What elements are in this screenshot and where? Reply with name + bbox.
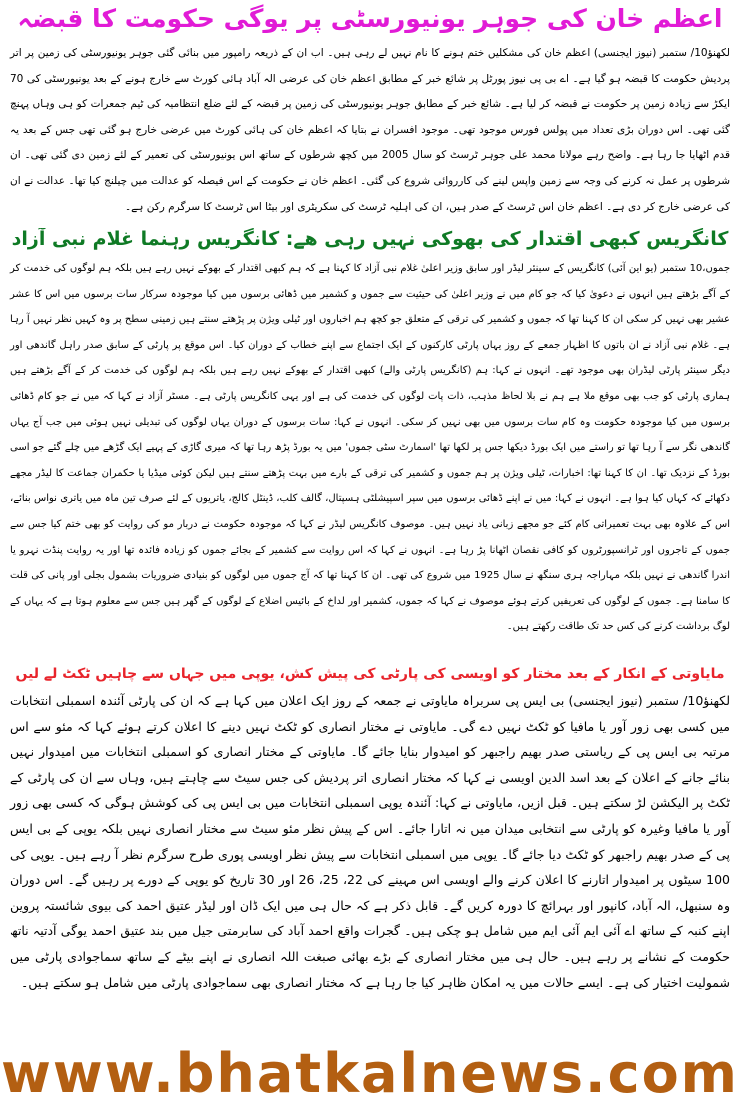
article-body-ghulam-nabi-azad: جموں،10 ستمبر (یو این آئی) کانگریس کے سینئر لیڈر اور سابق وزیر اعلیٰ غلام نبی آزاد کا کہنا ہے کہ ہم کبھی اقتدار کے بھوکے نہیں رہے ہیں بلکہ ہم لوگوں کی خدمت کر کے آگے بڑھتے ہیں انہوں نے دعویٰ کیا کہ جو کام میں نے وزیر اعلیٰ کی حیثیت سے جموں و کشمیر میں ڈھائی برسوں میں کیا موجودہ سرکار سات برسوں میں اس کا عشر عشیر بھی نہیں کر سکی ان کا کہنا تھا کہ جموں و کشمیر کی ترقی کے متعلق جو کچھ ہم اخباروں اور ٹیلی ویژن پر پڑھتے سنتے ہیں زمینی سطح پر وہ کہیں نظر نہیں آ رہا ہے۔ غلام نبی آزاد نے ان باتوں کا اظہار جمعے کے روز یہاں پارٹی کارکنوں کے ایک اجتماع سے اپنے خطاب کے دوران کیا۔ اس موقع پر پارٹی کے سابق صدر راہل گاندھی اور دیگر سینئر پارٹی لیڈران بھی موجود تھے۔ انہوں نے کہا: ہم (کانگریس پارٹی والے) کبھی اقتدار کے بھوکے نہیں رہے ہیں بلکہ ہم لوگوں کی خدمت کر کے آگے بڑھتے ہیں ہماری پارٹی کو جب بھی موقع ملا ہے ہم نے بلا لحاظ مذہب، ذات پات لوگوں کی خدمت کی ہے اور یہی کانگریس پارٹی ہے۔ مسٹر آزاد نے کہا کہ میں نے جو کام ڈھائی برسوں میں کیا موجودہ حکومت وہ کام سات برسوں میں بھی نہیں کر سکی۔ انہوں نے کہا: سات برسوں کے دوران یہاں لوگوں کی تبدیلی نہیں ہوئی میں جب آج یہاں گاندھی نگر سے آ رہا تھا تو راستے میں ایک بورڈ دیکھا جس پر لکھا تھا 'اسمارٹ سٹی جموں' میں یہ بورڈ پڑھ رہا تھا کہ میری گاڑی کے پہیے ایک گڑھے میں چلے گئے جو اسی بورڈ کے نزدیک تھا۔ ان کا کہنا تھا: اخبارات، ٹیلی ویژن پر ہم جموں و کشمیر کی ترقی کے بارے میں بہت پڑھتے سنتے ہیں لیکن کوئی میڈیا یا حکمران جماعت کا لیڈر مجھے دکھائے کہ کہاں کیا ہوا ہے۔ انہوں نے کہا: میں نے اپنے ڈھائی برسوں میں سپر اسپیشلٹی ہسپتال، گالف کلب، ڈینٹل کالج، یاتریوں کے لئے صرف تین ماہ میں یاتری نواس بنائے، اس کے علاوہ بھی بہت تعمیراتی کام کئے جو مجھے زبانی یاد نہیں ہیں۔ موصوف کانگریس لیڈر نے کہا کہ موجودہ حکومت نے دربار مو کی روایت کو بھی ختم کیا جس سے جموں کے تاجروں اور ٹرانسپورٹروں کو کافی نقصان اٹھانا پڑ رہا ہے۔ انہوں نے کہا کہ اس روایت سے کشمیر کے بجائے جموں کو زیادہ فائدہ تھا اور یہ روایت پنڈت نہرو یا اندرا گاندھی نے نہیں بلکہ مہاراجہ ہری سنگھ نے سال 1925 میں شروع کی تھی۔ ان کا کہنا تھا کہ آج جموں میں لوگوں کو بنیادی ضروریات بشمول بجلی اور پانی کی قلت کا سامنا ہے۔ جموں کے لوگوں کی تعریفیں کرتے ہوئے موصوف نے کہا کہ جموں، کشمیر اور لداخ کے بائیس اضلاع کے لوگوں کے گھر ہیں جس سے معلوم ہوتا ہے کہ یہاں کے لوگ برداشت کرنے کی کس حد تک طاقت رکھتے ہیں۔ — [10, 263, 730, 633]
article-body-mayawati-owaisi: لکھنؤ10/ ستمبر (نیوز ایجنسی) بی ایس پی سربراہ مایاوتی نے جمعہ کے روز ایک اعلان میں کہا ہے کہ ان کی پارٹی آئندہ اسمبلی انتخابات میں کسی بھی زور آور یا مافیا کو ٹکٹ نہیں دے گی۔ مایاوتی نے مختار انصاری کو ٹکٹ نہیں دینے کا اعلان کرتے ہوئے کہا کہ مئو سے اس مرتبہ بی ایس پی کے ریاستی صدر بھیم راجبھر کو امیدوار بنایا جائے گا۔ مایاوتی کے مختار انصاری کو اسمبلی انتخابات میں امیدوار نہیں بنائے جانے کے اعلان کے بعد اسد الدین اویسی نے کہا کہ مختار انصاری اتر پردیش کی جس سیٹ سے چاہتے ہیں، وہاں سے ان کی پارٹی کے ٹکٹ پر الیکشن لڑ سکتے ہیں۔ قبل ازیں، مایاوتی نے کہا: آئندہ یوپی اسمبلی انتخابات میں بی ایس پی کی کوشش ہوگی کہ کسی بھی زور آور یا مافیا وغیرہ کو پارٹی سے انتخابی میدان میں نہ اتارا جائے۔ اس کے پیش نظر مئو سیٹ سے مختار انصاری نہیں بلکہ یوپی کے بی ایس پی کے صدر بھیم راجبھر کو ٹکٹ دیا جائے گا۔ یوپی میں اسمبلی انتخابات سے پیش نظر اویسی پوری طرح سرگرم نظر آ رہے ہیں۔ یوپی کی 100 سیٹوں پر امیدوار اتارنے کا اعلان کرنے والے اویسی اس مہینے کی 22، 25، 26 اور 30 تاریخ کو یوپی کے دورے پر رہیں گے۔ اس دوران وہ سنبھل، الہ آباد، کانپور اور بہرائچ کا دورہ کریں گے۔ قابل ذکر ہے کہ حال ہی میں ایک ڈان اور لیڈر عتیق احمد کی بیوی شائستہ پروین اپنے کنبہ کے ساتھ اے آئی ایم آئی ایم میں شامل ہو چکی ہیں۔ گجرات واقع احمد آباد کی سابرمتی جیل میں بند عتیق احمد یوگی آدتیہ ناتھ حکومت کے نشانے پر رہے ہیں۔ حال ہی میں مختار انصاری کے بڑے بھائی صبغت اللہ انصاری نے اپنے بیٹے کے ساتھ سماجوادی پارٹی میں شمولیت اختیار کی ہے۔ ایسے حالات میں یہ امکان ظاہر کیا جا رہا ہے کہ مختار انصاری بھی سماجوادی پارٹی میں شامل ہو سکتے ہیں۔ — [10, 693, 730, 990]
headline-mayawati-owaisi: مایاوتی کے انکار کے بعد مختار کو اویسی کی پارٹی کی پیش کش، یوپی میں جہاں سے چاہیں ٹکٹ لے لیں — [15, 666, 725, 682]
headline-azam-khan: اعظم خان کی جوہر یونیورسٹی پر یوگی حکومت کا قبضہ — [17, 4, 723, 33]
article-mayawati-owaisi — [10, 666, 730, 995]
site-footer — [0, 1040, 740, 1108]
article-ghulam-nabi-azad — [10, 228, 730, 640]
headline-ghulam-nabi-azad: کانگریس کبھی اقتدار کی بھوکی نہیں رہی ھے: کانگریس رہنما غلام نبی آزاد — [11, 228, 729, 250]
article-body-azam-khan: لکھنؤ10/ ستمبر (نیوز ایجنسی) اعظم خان کی مشکلیں ختم ہونے کا نام نہیں لے رہی ہیں۔ اب ان کے ذریعہ رامپور میں بنائی گئی جوہر یونیورسٹی کی زمین پر اتر پردیش حکومت کا قبضہ ہو گیا ہے۔ اے بی پی نیوز پورٹل پر شائع خبر کے مطابق اعظم خان کی عرضی الہ آباد ہائی کورٹ سے خارج ہونے کے بعد یونیورسٹی کی 70 ایکڑ سے زیادہ زمین پر حکومت نے قبضہ کر لیا ہے۔ شائع خبر کے مطابق جوہر یونیورسٹی کی زمین پر قبضہ کے لئے ضلع انتظامیہ کی ٹیم جمعرات کو ہی وہاں پہنچ گئی تھی۔ اس دوران بڑی تعداد میں پولس فورس موجود تھی۔ موجود افسران نے بتایا کہ اعظم خان کی ہائی کورٹ میں عرضی خارج ہو گئی تھی جس کے بعد یہ قدم اٹھایا جا رہا ہے۔ واضح رہے مولانا محمد علی جوہر ٹرسٹ کو سال 2005 میں کچھ شرطوں کے ساتھ اس یونیورسٹی کی تعمیر کے لئے زمین دی گئی تھی۔ ان شرطوں پر عمل نہ کرنے کی وجہ سے زمین واپس لینے کی کارروائی شروع کی گئی۔ اعظم خان نے حکومت کے اس فیصلہ کو عدالت میں چیلنج کیا تھا۔ عدالت نے ان کی عرضی خارج کر دی ہے۔ اعظم خان اس ٹرسٹ کے صدر ہیں، ان کی اہلیہ ٹرسٹ کی سکریٹری اور بیٹا اس ٹرسٹ کا سرگرم رکن ہے۔ — [10, 47, 730, 213]
article-azam-khan — [10, 4, 730, 220]
footer-website-url[interactable]: www.bhatkalnews.com — [1, 1042, 739, 1105]
